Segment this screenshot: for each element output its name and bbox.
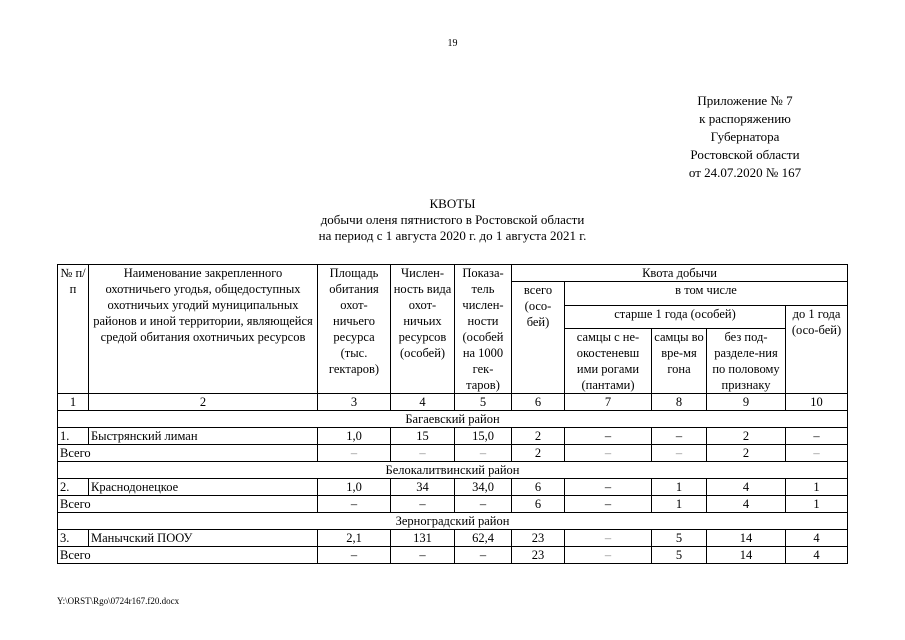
header-older: старше 1 года (особей)	[565, 305, 786, 329]
cell-under1: 4	[786, 530, 848, 547]
col-number: 8	[652, 394, 707, 411]
cell-num: 1.	[58, 428, 89, 445]
cell-count: –	[391, 496, 455, 513]
cell-name: Быстрянский лиман	[89, 428, 318, 445]
cell-area: 1,0	[318, 428, 391, 445]
header-including: в том числе	[565, 282, 848, 306]
cell-under1: 4	[786, 547, 848, 564]
cell-indicator: –	[455, 547, 512, 564]
cell-total: 23	[512, 530, 565, 547]
total-row	[58, 496, 848, 513]
cell-area: –	[318, 445, 391, 462]
cell-rut: 5	[652, 547, 707, 564]
cell-indicator: –	[455, 445, 512, 462]
cell-nosex: 4	[707, 479, 786, 496]
page-number: 19	[447, 38, 458, 49]
file-path-footer: Y:\ORST\Rgo\0724r167.f20.docx	[57, 596, 180, 606]
col-number: 10	[786, 394, 848, 411]
header-indicator: Показа-тель числен-ности (особей на 1000 гек-таров)	[455, 265, 512, 394]
cell-rut: –	[652, 445, 707, 462]
col-number: 4	[391, 394, 455, 411]
cell-velvet: –	[565, 547, 652, 564]
appendix-line: Приложение № 7	[697, 93, 793, 108]
table-row	[58, 479, 848, 496]
col-number: 6	[512, 394, 565, 411]
cell-count: 15	[391, 428, 455, 445]
cell-rut: 1	[652, 496, 707, 513]
cell-count: –	[391, 445, 455, 462]
col-number: 1	[58, 394, 89, 411]
header-males-rut: самцы во вре-мя гона	[652, 329, 707, 394]
appendix-line: к распоряжению	[699, 111, 791, 126]
cell-indicator: 34,0	[455, 479, 512, 496]
cell-velvet: –	[565, 530, 652, 547]
cell-count: –	[391, 547, 455, 564]
district-heading: Зерноградский район	[58, 513, 848, 530]
cell-area: –	[318, 496, 391, 513]
header-no-sex: без под-разделе-ния по половому признаку	[707, 329, 786, 394]
col-number: 7	[565, 394, 652, 411]
cell-nosex: 4	[707, 496, 786, 513]
header-total: всего (осо-бей)	[512, 282, 565, 394]
header-males-velvet: самцы с не-окостеневш ими рогами (пантами)	[565, 329, 652, 394]
cell-under1: –	[786, 428, 848, 445]
appendix-line: Губернатора	[710, 129, 780, 144]
cell-rut: 5	[652, 530, 707, 547]
title-line: на период с 1 августа 2020 г. до 1 августа 2021 г.	[318, 228, 587, 243]
appendix-line: от 24.07.2020 № 167	[688, 165, 802, 180]
total-label: Всего	[58, 496, 318, 513]
cell-total: 23	[512, 547, 565, 564]
header-quota: Квота добычи	[512, 265, 848, 282]
total-label: Всего	[58, 547, 318, 564]
cell-under1: 1	[786, 479, 848, 496]
header-num: № п/п	[58, 265, 89, 394]
total-row	[58, 445, 848, 462]
cell-name: Краснодонецкое	[89, 479, 318, 496]
cell-velvet: –	[565, 428, 652, 445]
cell-count: 131	[391, 530, 455, 547]
header-name: Наименование закрепленного охотничьего угодья, общедоступных охотничьих угодий муниципальных районов и иной территории, являющейся средой обитания охотничьих ресурсов	[89, 265, 318, 394]
cell-total: 2	[512, 445, 565, 462]
title-line: добычи оленя пятнистого в Ростовской области	[320, 212, 585, 227]
cell-count: 34	[391, 479, 455, 496]
cell-rut: –	[652, 428, 707, 445]
cell-velvet: –	[565, 445, 652, 462]
header-under1: до 1 года (осо-бей)	[786, 305, 848, 394]
cell-rut: 1	[652, 479, 707, 496]
header-area: Площадь обитания охот-ничьего ресурса (тыс. гектаров)	[318, 265, 391, 394]
col-number: 9	[707, 394, 786, 411]
appendix-line: Ростовской области	[690, 147, 800, 162]
cell-velvet: –	[565, 496, 652, 513]
cell-nosex: 2	[707, 445, 786, 462]
cell-num: 3.	[58, 530, 89, 547]
header-count: Числен-ность вида охот-ничьих ресурсов (особей)	[391, 265, 455, 394]
col-number: 2	[89, 394, 318, 411]
total-label: Всего	[58, 445, 318, 462]
title-heading: КВОТЫ	[429, 196, 476, 211]
col-number: 3	[318, 394, 391, 411]
cell-indicator: –	[455, 496, 512, 513]
table-row	[58, 428, 848, 445]
quota-table	[57, 264, 848, 564]
district-heading: Белокалитвинский район	[58, 462, 848, 479]
cell-nosex: 2	[707, 428, 786, 445]
cell-total: 6	[512, 479, 565, 496]
total-row	[58, 547, 848, 564]
cell-area: –	[318, 547, 391, 564]
cell-nosex: 14	[707, 547, 786, 564]
cell-velvet: –	[565, 479, 652, 496]
cell-total: 6	[512, 496, 565, 513]
appendix-block	[630, 92, 860, 182]
cell-under1: –	[786, 445, 848, 462]
cell-num: 2.	[58, 479, 89, 496]
document-title	[0, 196, 905, 244]
col-number: 5	[455, 394, 512, 411]
cell-total: 2	[512, 428, 565, 445]
cell-nosex: 14	[707, 530, 786, 547]
cell-name: Манычский ПООУ	[89, 530, 318, 547]
cell-under1: 1	[786, 496, 848, 513]
cell-area: 1,0	[318, 479, 391, 496]
table-row	[58, 530, 848, 547]
district-heading: Багаевский район	[58, 411, 848, 428]
cell-indicator: 15,0	[455, 428, 512, 445]
cell-indicator: 62,4	[455, 530, 512, 547]
cell-area: 2,1	[318, 530, 391, 547]
